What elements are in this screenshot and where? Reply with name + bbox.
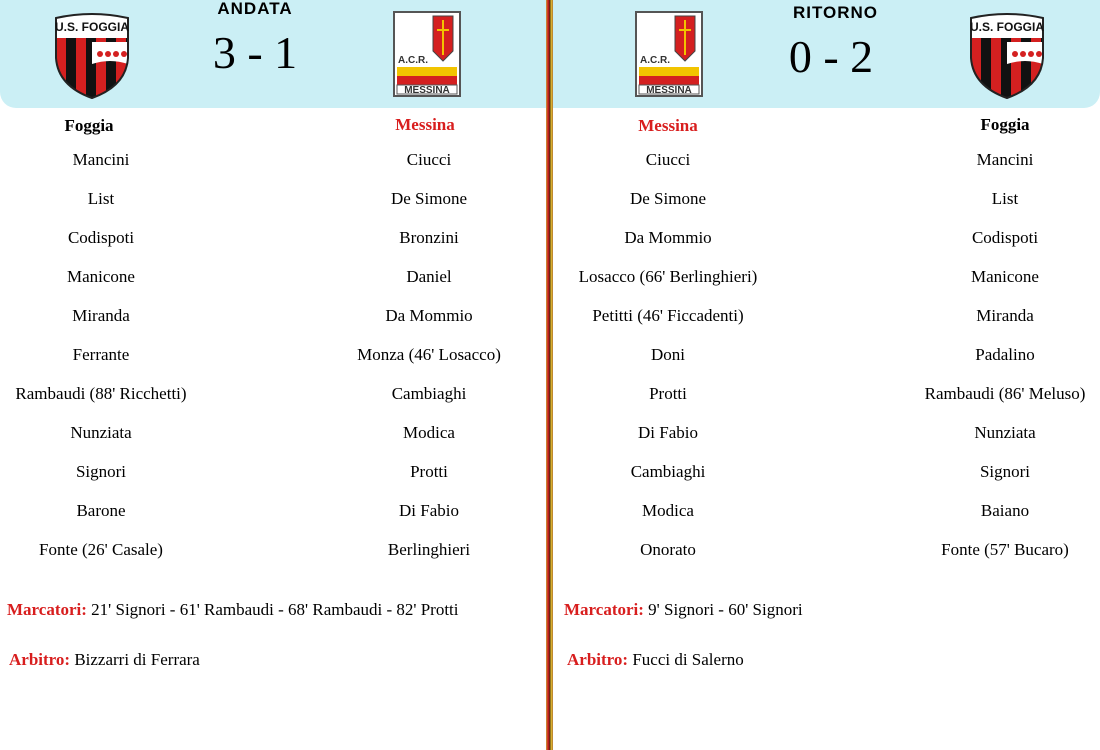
andata-label: ANDATA	[217, 0, 293, 18]
ritorno-home-team: Messina	[638, 116, 698, 135]
scorers-label: Marcatori:	[564, 600, 644, 619]
player-row: Signori	[979, 462, 1031, 481]
player-row: Ciucci	[645, 150, 691, 169]
player-row: Manicone	[67, 267, 135, 286]
player-row: Ferrante	[72, 345, 130, 364]
andata-header	[0, 0, 546, 108]
ritorno-referee	[567, 650, 744, 670]
player-row: Codispoti	[971, 228, 1039, 247]
andata-home-lineup	[0, 140, 202, 569]
player-row: Mancini	[976, 150, 1034, 169]
andata-referee	[9, 650, 200, 670]
player-row: Barone	[76, 501, 126, 520]
us-foggia-logo-text: U.S. FOGGIA	[969, 20, 1045, 34]
andata-scorers	[7, 600, 459, 620]
ritorno-header	[553, 0, 1100, 108]
referee-label: Arbitro:	[9, 650, 71, 669]
player-row: Di Fabio	[638, 423, 698, 442]
ritorno-panel	[553, 0, 1100, 750]
acr-messina-logo	[393, 11, 461, 97]
referee-value: Bizzarri di Ferrara	[74, 650, 200, 669]
player-row: Rambaudi (88' Ricchetti)	[15, 384, 187, 403]
player-row: Protti	[649, 384, 687, 403]
player-row: Ciucci	[406, 150, 452, 169]
player-row: Losacco (66' Berlinghieri)	[578, 267, 758, 286]
player-row: De Simone	[390, 189, 468, 208]
player-row: Petitti (46' Ficcadenti)	[592, 306, 744, 325]
referee-label: Arbitro:	[567, 650, 629, 669]
player-row: Rambaudi (86' Meluso)	[924, 384, 1086, 403]
player-row: Fonte (26' Casale)	[39, 540, 163, 559]
player-row: De Simone	[629, 189, 707, 208]
player-row: Cambiaghi	[391, 384, 467, 403]
acr-logo-bottom-text: MESSINA	[646, 85, 692, 96]
player-row: Protti	[410, 462, 448, 481]
player-row: List	[87, 189, 115, 208]
andata-score: 3 - 1	[212, 27, 298, 78]
player-row: Fonte (57' Bucaro)	[941, 540, 1069, 559]
player-row: Nunziata	[974, 423, 1036, 442]
player-row: Baiano	[980, 501, 1030, 520]
ritorno-home-lineup	[558, 140, 778, 569]
us-foggia-logo-text: U.S. FOGGIA	[54, 20, 130, 34]
player-row: Daniel	[406, 267, 452, 286]
us-foggia-logo	[965, 12, 1049, 100]
player-row: Modica	[403, 423, 455, 442]
andata-panel	[0, 0, 546, 750]
scorers-label: Marcatori:	[7, 600, 87, 619]
ritorno-away-team: Foggia	[980, 115, 1030, 134]
andata-away-team: Messina	[395, 115, 455, 134]
player-row: Bronzini	[399, 228, 459, 247]
ritorno-scorers	[564, 600, 803, 620]
ritorno-score: 0 - 2	[788, 31, 874, 82]
player-row: Miranda	[976, 306, 1034, 325]
scorers-value: 21' Signori - 61' Rambaudi - 68' Rambaudi - 82' Protti	[91, 600, 459, 619]
us-foggia-logo	[50, 12, 134, 100]
andata-away-lineup	[328, 140, 530, 569]
player-row: Monza (46' Losacco)	[357, 345, 501, 364]
player-row: Doni	[651, 345, 685, 364]
player-row: Mancini	[72, 150, 130, 169]
player-row: Berlinghieri	[387, 540, 471, 559]
player-row: Signori	[75, 462, 127, 481]
ritorno-label: RITORNO	[792, 3, 879, 22]
acr-logo-top-text: A.C.R.	[398, 55, 428, 66]
scorers-value: 9' Signori - 60' Signori	[648, 600, 803, 619]
player-row: Codispoti	[67, 228, 135, 247]
acr-logo-bottom-text: MESSINA	[404, 85, 450, 96]
andata-home-team: Foggia	[64, 116, 114, 135]
ritorno-away-lineup	[905, 140, 1100, 569]
player-row: Nunziata	[70, 423, 132, 442]
player-row: Da Mommio	[385, 306, 473, 325]
player-row: Da Mommio	[624, 228, 712, 247]
player-row: Miranda	[72, 306, 130, 325]
player-row: Manicone	[971, 267, 1039, 286]
panel-divider	[546, 0, 553, 750]
player-row: Di Fabio	[399, 501, 459, 520]
player-row: Cambiaghi	[630, 462, 706, 481]
acr-messina-logo	[635, 11, 703, 97]
acr-logo-top-text: A.C.R.	[640, 55, 670, 66]
player-row: List	[991, 189, 1019, 208]
player-row: Modica	[642, 501, 694, 520]
player-row: Onorato	[640, 540, 696, 559]
player-row: Padalino	[975, 345, 1035, 364]
referee-value: Fucci di Salerno	[632, 650, 744, 669]
